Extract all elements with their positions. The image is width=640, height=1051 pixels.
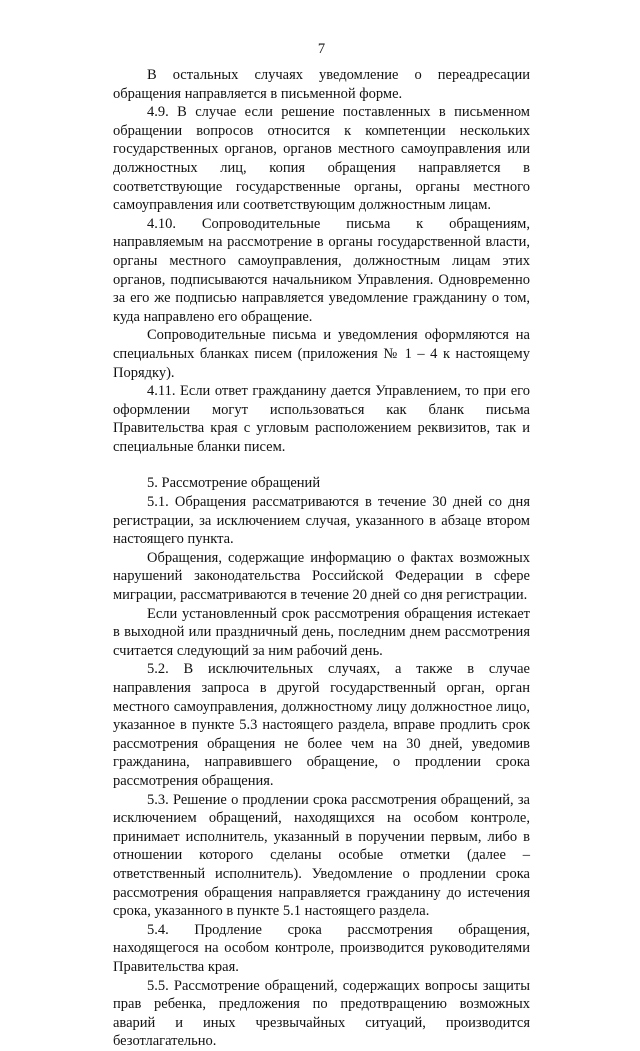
page-number: 7 (317, 41, 326, 57)
paragraph-4-10: 4.10. Сопроводительные письма к обращениям, направляемым на рассмотрение в органы государственной власти, органы местного самоуправления, должностным лицам этих органов, подписываются начальником Управления. Одновременно за его же подписью направляется уведомление гражданину о том, куда направлено его обращение. (113, 215, 530, 325)
paragraph-5-2: 5.2. В исключительных случаях, а также в случае направления запроса в другой государственный орган, орган местного самоуправления, должностному лицу должностное лицо, указанное в пункте 5.3 настоящего раздела, вправе продлить срок рассмотрения обращения не более чем на 30 дней, уведомив гражданина, направившего обращение, о продлении срока рассмотрения обращения. (113, 661, 530, 789)
paragraph-cover-letters: Сопроводительные письма и уведомления оформляются на специальных бланках писем (приложения № 1 – 4 к настоящему Порядку). (113, 327, 530, 381)
section-heading: 5. Рассмотрение обращений (147, 475, 321, 492)
paragraph-4-11: 4.11. Если ответ гражданину дается Управлением, то при его оформлении могут использоваться как бланк письма Правительства края с угловым расположением реквизитов, так и специальные бланки писем. (113, 383, 530, 455)
paragraph-4-9: 4.9. В случае если решение поставленных в письменном обращении вопросов относится к компетенции нескольких государственных органов, органов местного самоуправления или должностных лиц, копия обращения направляется в соответствующие государственные органы, органы местного самоуправления или соответствующим должностным лицам. (113, 104, 530, 214)
paragraph-holiday-deadline: Если установленный срок рассмотрения обращения истекает в выходной или праздничный день, последним днем рассмотрения считается следующий за ним рабочий день. (113, 605, 530, 659)
paragraph-5-3: 5.3. Решение о продлении срока рассмотрения обращений, за исключением обращений, находящихся на особом контроле, принимает исполнитель, указанный в поручении первым, либо в отношении которого сделаны особые отметки (далее – ответственный исполнитель). Уведомление о продлении срока рассмотрения обращения направляется гражданину до истечения срока, указанного в пункте 5.1 настоящего раздела. (113, 791, 530, 920)
paragraph-5-5: 5.5. Рассмотрение обращений, содержащих вопросы защиты прав ребенка, предложения по предотвращению возможных аварий и иных чрезвычайных ситуаций, производится безотлагательно. (113, 977, 530, 1050)
paragraph-redirect-notice: В остальных случаях уведомление о переадресации обращения направляется в письменной форме. (113, 67, 530, 102)
paragraph-migration: Обращения, содержащие информацию о фактах возможных нарушений законодательства Российской Федерации в сфере миграции, рассматриваются в течение 20 дней со дня регистрации. (113, 549, 530, 604)
paragraph-5-4: 5.4. Продление срока рассмотрения обращения, находящегося на особом контроле, производится руководителями Правительства края. (113, 921, 530, 975)
paragraph-5-1: 5.1. Обращения рассматриваются в течение 30 дней со дня регистрации, за исключением случая, указанного в абзаце втором настоящего пункта. (113, 494, 530, 548)
